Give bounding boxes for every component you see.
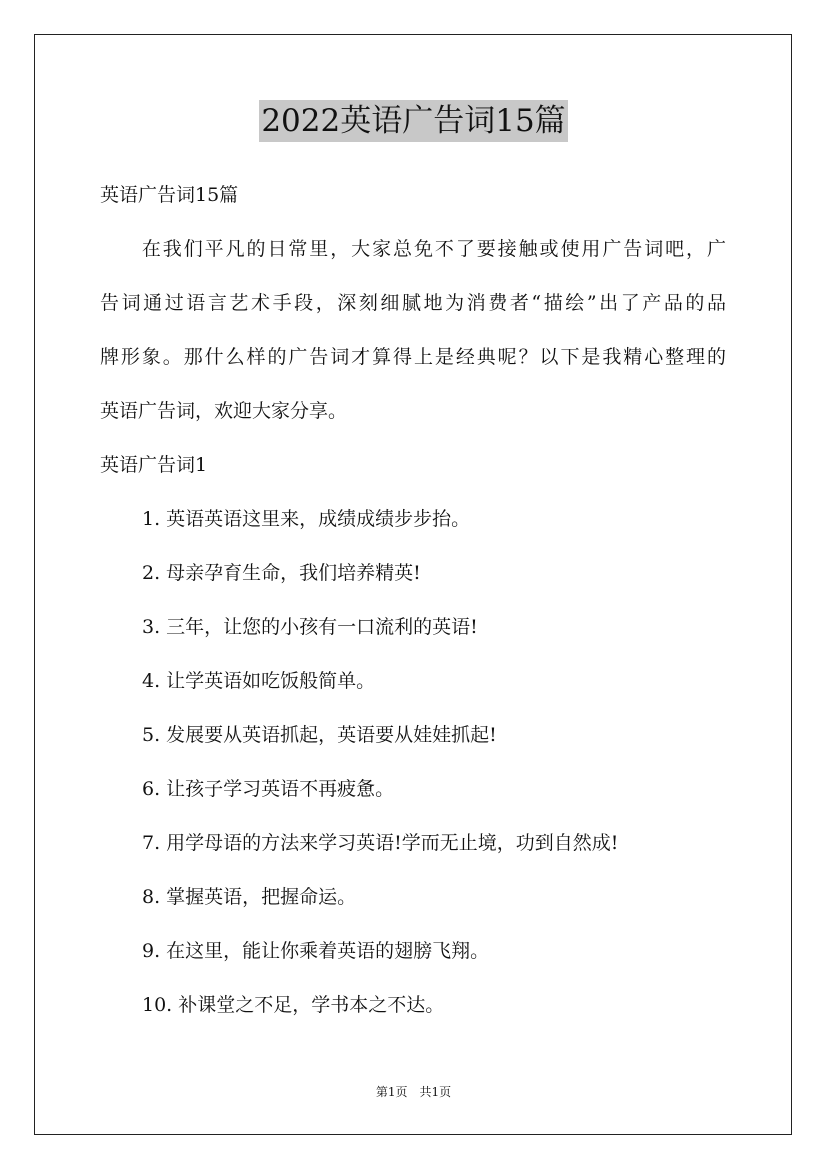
intro-line-4: 英语广告词，欢迎大家分享。 [100,400,348,422]
section-heading: 英语广告词1 [100,454,208,476]
list-item: 5. 发展要从英语抓起，英语要从娃娃抓起! [142,724,497,746]
list-item: 6. 让孩子学习英语不再疲惫。 [142,778,395,800]
list-item: 8. 掌握英语，把握命运。 [142,886,357,908]
page-footer: 第1页 共1页 [375,1085,452,1099]
list-item: 7. 用学母语的方法来学习英语!学而无止境，功到自然成! [142,832,619,854]
list-item: 10. 补课堂之不足，学书本之不达。 [142,994,445,1016]
intro-line-2: 告词通过语言艺术手段，深刻细腻地为消费者“描绘”出了产品的品 [100,292,726,314]
list-item: 3. 三年，让您的小孩有一口流利的英语! [142,616,478,638]
list-item: 9. 在这里，能让你乘着英语的翅膀飞翔。 [142,940,490,962]
list-item: 1. 英语英语这里来，成绩成绩步步抬。 [142,508,471,530]
list-item: 4. 让学英语如吃饭般简单。 [142,670,376,692]
title-wrap [0,100,827,142]
intro-line-1: 在我们平凡的日常里，大家总免不了要接触或使用广告词吧，广 [100,238,726,260]
list-item: 2. 母亲孕育生命，我们培养精英! [142,562,421,584]
intro-line-3: 牌形象。那什么样的广告词才算得上是经典呢？以下是我精心整理的 [100,346,726,368]
document-title: 2022英语广告词15篇 [259,100,567,142]
document-subtitle: 英语广告词15篇 [100,184,239,206]
